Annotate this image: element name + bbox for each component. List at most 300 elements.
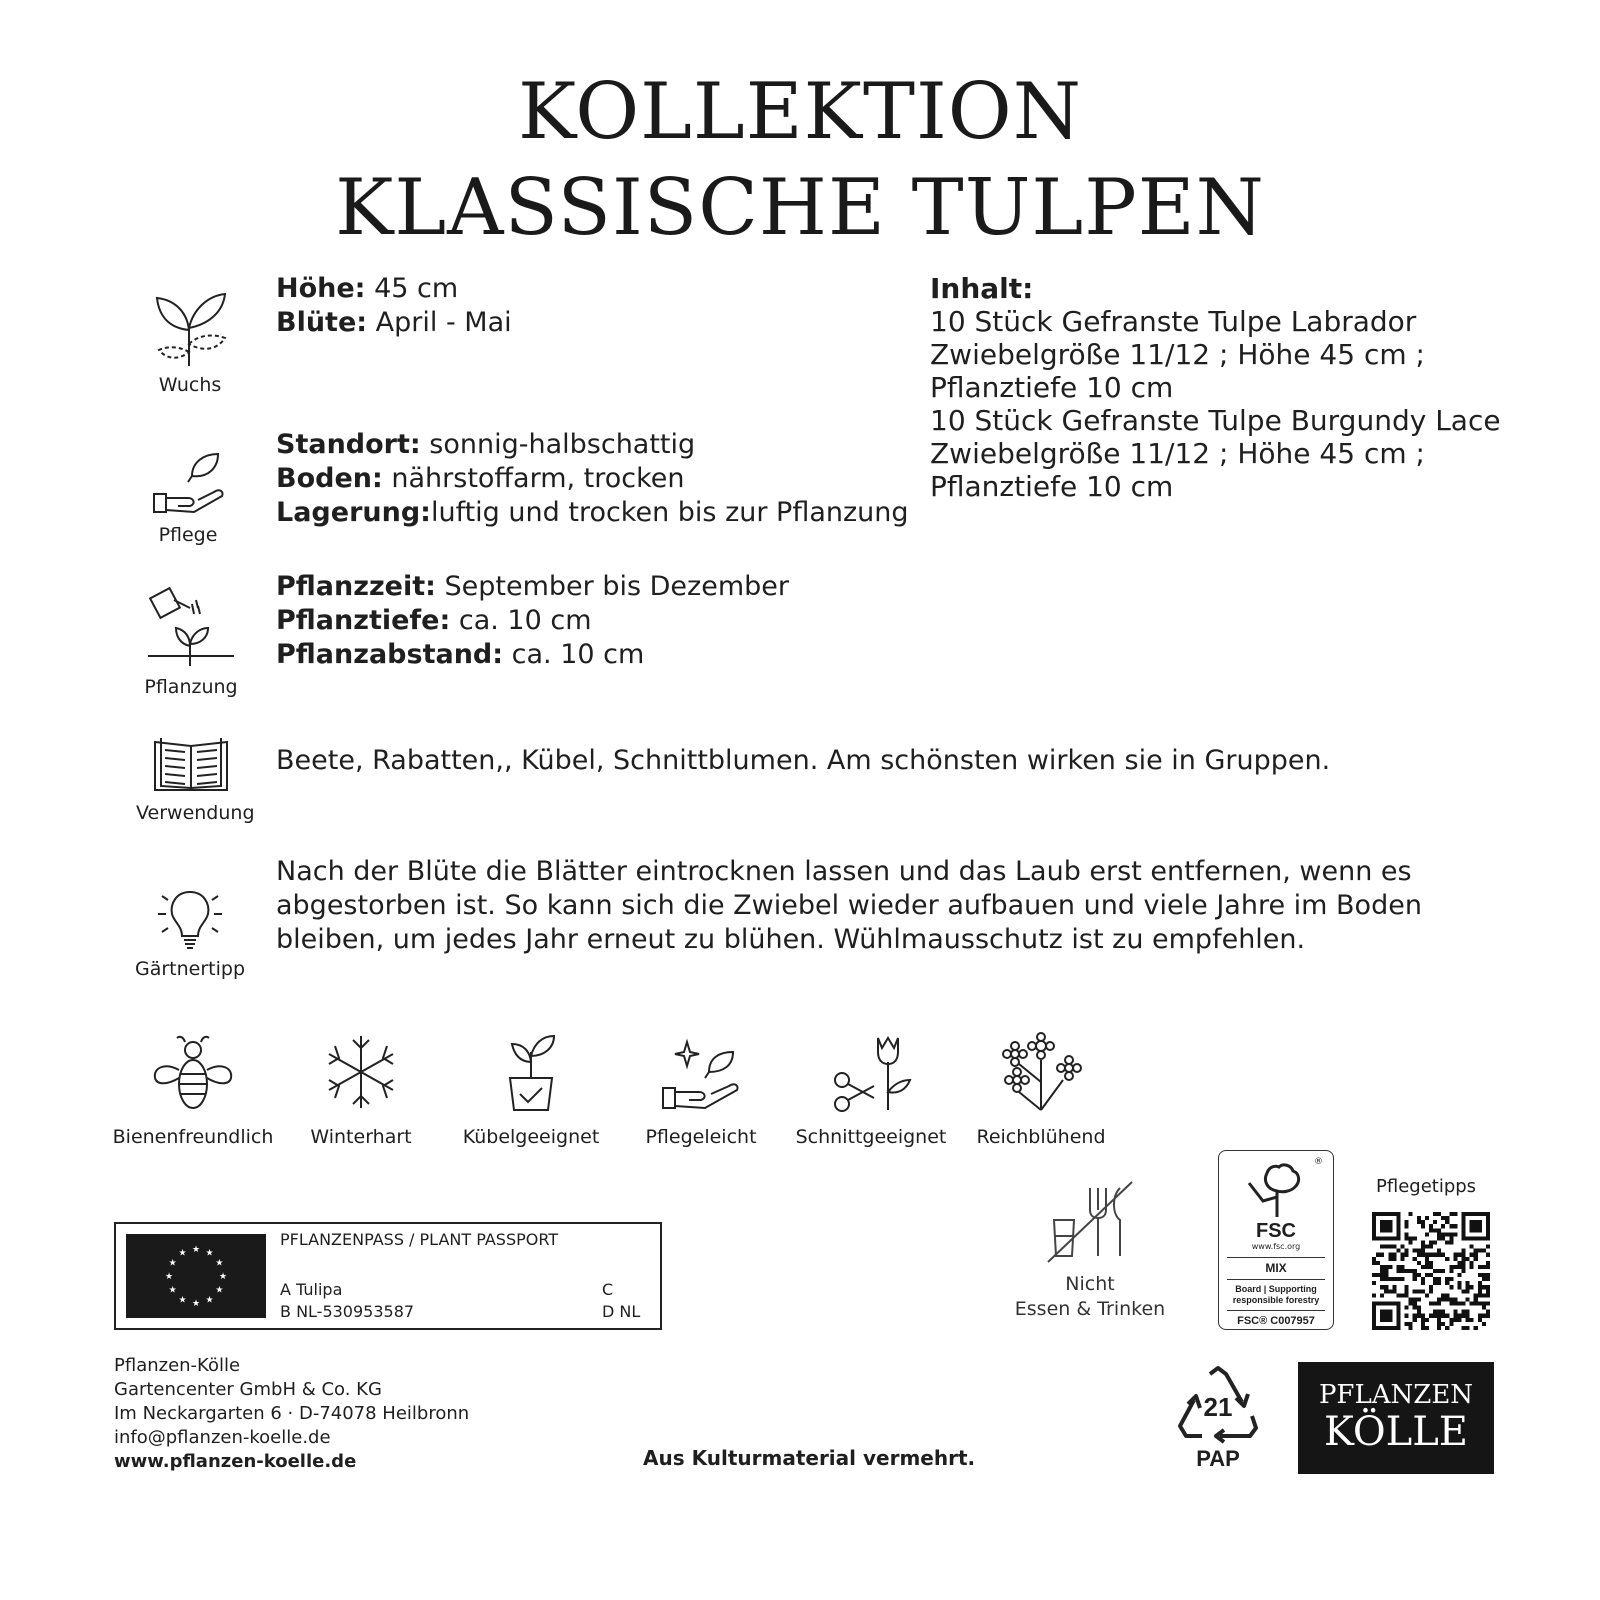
passport-b: B NL-530953587 [280, 1302, 415, 1321]
eu-star: ★ [178, 1248, 187, 1259]
qr-module [1405, 1285, 1409, 1289]
qr-module [1388, 1253, 1392, 1257]
qr-module [1396, 1314, 1400, 1318]
fsc-mix: MIX [1265, 1261, 1287, 1275]
qr-module [1478, 1265, 1482, 1269]
fsc-code: FSC® C007957 [1237, 1315, 1315, 1327]
qr-module [1372, 1220, 1376, 1224]
sprout-icon [149, 288, 231, 368]
verwendung-block [136, 736, 255, 824]
qr-module [1441, 1269, 1445, 1273]
qr-module [1482, 1273, 1486, 1277]
qr-module [1445, 1281, 1449, 1285]
qr-module [1482, 1302, 1486, 1306]
qr-module [1388, 1277, 1392, 1281]
feature-caption-kuebelgeeignet: Kübelgeeignet [462, 1126, 600, 1148]
qr-module [1396, 1220, 1400, 1224]
no-food-drink-icon [1040, 1180, 1140, 1264]
qr-module [1380, 1228, 1384, 1232]
qr-module [1376, 1273, 1380, 1277]
qr-module [1466, 1310, 1470, 1314]
qr-module [1437, 1297, 1441, 1301]
qr-module [1376, 1261, 1380, 1265]
title-line-2: KLASSISCHE TULPEN [335, 163, 1265, 253]
qr-module [1429, 1314, 1433, 1318]
qr-module [1486, 1261, 1490, 1265]
tipp-line-2: abgestorben ist. So kann sich die Zwiebel wieder aufbauen und viele Jahre im Boden [276, 890, 1422, 921]
qr-module [1478, 1224, 1482, 1228]
qr-module [1429, 1253, 1433, 1257]
qr-module [1453, 1253, 1457, 1257]
qr-module [1409, 1236, 1413, 1240]
qr-module [1429, 1302, 1433, 1306]
feature-winterhart [276, 1032, 446, 1148]
qr-module [1478, 1212, 1482, 1216]
qr-module [1396, 1236, 1400, 1240]
qr-module [1388, 1220, 1392, 1224]
hand-sparkle-icon [659, 1032, 743, 1112]
qr-module [1396, 1228, 1400, 1232]
qr-module [1482, 1212, 1486, 1216]
pflanzabstand-label: Pflanzabstand: [276, 639, 504, 670]
qr-module [1405, 1269, 1409, 1273]
feature-schnittgeeignet [786, 1032, 956, 1148]
qr-module [1384, 1228, 1388, 1232]
qr-module [1413, 1318, 1417, 1322]
qr-module [1437, 1253, 1441, 1257]
qr-module [1482, 1322, 1486, 1326]
eu-star: ★ [164, 1272, 174, 1282]
qr-module [1470, 1224, 1474, 1228]
qr-module [1486, 1277, 1490, 1281]
qr-module [1421, 1240, 1425, 1244]
qr-module [1421, 1277, 1425, 1281]
qr-module [1486, 1289, 1490, 1293]
qr-module [1441, 1232, 1445, 1236]
qr-module [1462, 1261, 1466, 1265]
qr-module [1486, 1220, 1490, 1224]
qr-module [1372, 1212, 1376, 1216]
qr-module [1421, 1265, 1425, 1269]
qr-module [1384, 1245, 1388, 1249]
qr-module [1457, 1318, 1461, 1322]
qr-module [1474, 1212, 1478, 1216]
qr-module [1380, 1220, 1384, 1224]
qr-module [1470, 1302, 1474, 1306]
qr-module [1372, 1224, 1376, 1228]
qr-module [1462, 1224, 1466, 1228]
qr-module [1478, 1220, 1482, 1224]
qr-module [1466, 1257, 1470, 1261]
eu-star: ★ [205, 1248, 214, 1259]
qr-module [1384, 1318, 1388, 1322]
tipp-block [135, 882, 245, 980]
qr-module [1482, 1314, 1486, 1318]
qr-module [1417, 1297, 1421, 1301]
qr-module [1453, 1302, 1457, 1306]
company-website[interactable]: www.pflanzen-koelle.de [114, 1451, 357, 1472]
qr-module [1388, 1245, 1392, 1249]
recycle-code: PAP [1196, 1446, 1240, 1471]
feature-reichbluehend [956, 1032, 1126, 1148]
qr-module [1409, 1297, 1413, 1301]
qr-module [1470, 1245, 1474, 1249]
qr-module [1433, 1269, 1437, 1273]
qr-module [1478, 1318, 1482, 1322]
qr-code[interactable] [1372, 1212, 1490, 1330]
wuchs-block [135, 288, 245, 396]
fsc-tree-icon [1241, 1161, 1311, 1221]
qr-module [1470, 1261, 1474, 1265]
qr-module [1486, 1236, 1490, 1240]
qr-module [1453, 1224, 1457, 1228]
qr-module [1384, 1277, 1388, 1281]
qr-module [1417, 1261, 1421, 1265]
qr-module [1384, 1265, 1388, 1269]
qr-module [1466, 1318, 1470, 1322]
standort-value: sonnig-halbschattig [420, 429, 696, 460]
qr-module [1376, 1326, 1380, 1330]
pflanzung-text [276, 570, 789, 672]
pflege-caption: Pflege [158, 524, 218, 546]
qr-module [1421, 1249, 1425, 1253]
eu-star: ★ [168, 1258, 177, 1269]
inhalt-label: Inhalt: [930, 272, 1034, 305]
eu-star: ★ [191, 1299, 201, 1309]
qr-module [1413, 1302, 1417, 1306]
qr-module [1429, 1228, 1433, 1232]
inhalt-line-5: Zwiebelgröße 11/12 ; Höhe 45 cm ; [930, 437, 1425, 470]
pflanztiefe-label: Pflanztiefe: [276, 605, 451, 636]
qr-module [1462, 1232, 1466, 1236]
passport-d: D NL [602, 1302, 641, 1321]
not-food-line-1: Nicht [1065, 1273, 1115, 1295]
qr-module [1474, 1236, 1478, 1240]
qr-module [1437, 1314, 1441, 1318]
qr-module [1384, 1326, 1388, 1330]
potted-plant-icon [496, 1032, 566, 1112]
qr-module [1433, 1253, 1437, 1257]
kultur-note: Aus Kulturmaterial vermehrt. [643, 1446, 976, 1470]
qr-module [1380, 1236, 1384, 1240]
qr-module [1392, 1277, 1396, 1281]
qr-module [1372, 1310, 1376, 1314]
qr-module [1384, 1302, 1388, 1306]
qr-module [1474, 1326, 1478, 1330]
qr-module [1478, 1281, 1482, 1285]
qr-module [1425, 1245, 1429, 1249]
qr-module [1380, 1318, 1384, 1322]
qr-module [1417, 1289, 1421, 1293]
qr-module [1462, 1220, 1466, 1224]
qr-module [1478, 1236, 1482, 1240]
feature-bienenfreundlich [108, 1032, 278, 1148]
qr-module [1425, 1273, 1429, 1277]
qr-module [1372, 1306, 1376, 1310]
qr-module [1433, 1277, 1437, 1281]
company-name: Pflanzen-Kölle [114, 1355, 241, 1376]
qr-module [1388, 1212, 1392, 1216]
qr-module [1372, 1326, 1376, 1330]
qr-module [1421, 1326, 1425, 1330]
qr-module [1457, 1265, 1461, 1269]
qr-module [1392, 1253, 1396, 1257]
qr-module [1462, 1269, 1466, 1273]
qr-module [1421, 1245, 1425, 1249]
eu-star: ★ [215, 1285, 224, 1296]
qr-module [1466, 1236, 1470, 1240]
passport-c: C [602, 1280, 614, 1299]
qr-module [1372, 1302, 1376, 1306]
verwendung-caption: Verwendung [136, 802, 255, 824]
qr-module [1429, 1261, 1433, 1265]
qr-module [1470, 1265, 1474, 1269]
qr-module [1372, 1318, 1376, 1322]
qr-module [1384, 1236, 1388, 1240]
qr-module [1449, 1236, 1453, 1240]
qr-module [1474, 1297, 1478, 1301]
qr-module [1441, 1216, 1445, 1220]
qr-module [1396, 1318, 1400, 1322]
qr-module [1466, 1285, 1470, 1289]
qr-module [1388, 1257, 1392, 1261]
qr-module [1478, 1228, 1482, 1232]
qr-module [1466, 1212, 1470, 1216]
qr-module [1462, 1326, 1466, 1330]
qr-module [1384, 1212, 1388, 1216]
qr-module [1482, 1293, 1486, 1297]
qr-module [1380, 1326, 1384, 1330]
qr-module [1421, 1253, 1425, 1257]
pflanztiefe-value: ca. 10 cm [450, 605, 592, 636]
fsc-name: FSC [1256, 1220, 1296, 1242]
hoehe-value: 45 cm [365, 273, 459, 304]
qr-module [1453, 1232, 1457, 1236]
qr-module [1400, 1293, 1404, 1297]
plant-passport [114, 1222, 662, 1330]
verwendung-text: Beete, Rabatten,, Kübel, Schnittblumen. Am schönsten wirken sie in Gruppen. [276, 745, 1331, 776]
brand-logo [1298, 1362, 1494, 1474]
feature-caption-reichbluehend: Reichblühend [976, 1126, 1106, 1148]
qr-module [1486, 1253, 1490, 1257]
qr-module [1445, 1293, 1449, 1297]
qr-module [1380, 1277, 1384, 1281]
qr-module [1486, 1285, 1490, 1289]
qr-module [1462, 1310, 1466, 1314]
qr-module [1474, 1293, 1478, 1297]
qr-module [1433, 1212, 1437, 1216]
standort-label: Standort: [276, 429, 421, 460]
qr-module [1478, 1302, 1482, 1306]
inhalt-line-6: Pflanztiefe 10 cm [930, 470, 1174, 503]
pflanzzeit-label: Pflanzzeit: [276, 571, 436, 602]
eu-stars-icon [126, 1234, 266, 1318]
qr-module [1429, 1273, 1433, 1277]
tipp-line-3: bleiben, um jedes Jahr erneut zu blühen. Wühlmausschutz ist zu empfehlen. [276, 924, 1306, 955]
qr-module [1384, 1289, 1388, 1293]
qr-module [1482, 1249, 1486, 1253]
qr-module [1421, 1322, 1425, 1326]
pflege-block [133, 448, 243, 546]
qr-module [1388, 1326, 1392, 1330]
qr-module [1482, 1277, 1486, 1281]
qr-module [1392, 1302, 1396, 1306]
qr-module [1388, 1310, 1392, 1314]
qr-module [1413, 1249, 1417, 1253]
boden-value: nährstoffarm, trocken [382, 463, 685, 494]
qr-module [1372, 1228, 1376, 1232]
eu-flag-icon [126, 1234, 266, 1318]
qr-module [1437, 1236, 1441, 1240]
recycle-number: 21 [1203, 1392, 1233, 1422]
qr-module [1396, 1326, 1400, 1330]
qr-module [1380, 1293, 1384, 1297]
qr-module [1392, 1236, 1396, 1240]
qr-module [1380, 1310, 1384, 1314]
qr-module [1380, 1245, 1384, 1249]
qr-module [1405, 1232, 1409, 1236]
pflanzung-block [136, 586, 246, 698]
qr-module [1433, 1281, 1437, 1285]
lagerung-label: Lagerung: [276, 497, 431, 528]
qr-module [1437, 1269, 1441, 1273]
qr-module [1466, 1289, 1470, 1293]
qr-module [1392, 1245, 1396, 1249]
qr-module [1457, 1253, 1461, 1257]
qr-module [1486, 1212, 1490, 1216]
qr-module [1449, 1269, 1453, 1273]
qr-module [1457, 1285, 1461, 1289]
qr-module [1449, 1302, 1453, 1306]
feature-pflegeleicht [616, 1032, 786, 1148]
qr-module [1482, 1306, 1486, 1310]
feature-caption-bienenfreundlich: Bienenfreundlich [112, 1126, 274, 1148]
qr-module [1462, 1216, 1466, 1220]
inhalt-line-1: 10 Stück Gefranste Tulpe Labrador [930, 305, 1417, 338]
qr-module [1466, 1326, 1470, 1330]
qr-module [1445, 1277, 1449, 1281]
qr-module [1405, 1322, 1409, 1326]
qr-module [1417, 1306, 1421, 1310]
qr-module [1396, 1269, 1400, 1273]
inhalt-line-3: Pflanztiefe 10 cm [930, 371, 1174, 404]
qr-module [1372, 1293, 1376, 1297]
recycle-block [1168, 1364, 1268, 1470]
qr-module [1449, 1277, 1453, 1281]
tipp-caption: Gärtnertipp [135, 958, 246, 980]
qr-module [1449, 1212, 1453, 1216]
qr-code-icon[interactable] [1372, 1212, 1490, 1330]
qr-module [1396, 1249, 1400, 1253]
hand-leaf-icon [148, 448, 228, 518]
page-title [0, 64, 1600, 256]
qr-module [1400, 1277, 1404, 1281]
qr-module [1462, 1314, 1466, 1318]
qr-module [1445, 1297, 1449, 1301]
qr-module [1441, 1224, 1445, 1228]
qr-module [1462, 1302, 1466, 1306]
qr-module [1425, 1216, 1429, 1220]
qr-module [1380, 1273, 1384, 1277]
qr-module [1372, 1261, 1376, 1265]
qr-module [1417, 1253, 1421, 1257]
lightbulb-icon [148, 882, 232, 952]
qr-module [1441, 1253, 1445, 1257]
qr-module [1474, 1302, 1478, 1306]
qr-module [1409, 1240, 1413, 1244]
qr-module [1433, 1302, 1437, 1306]
qr-module [1396, 1293, 1400, 1297]
qr-module [1413, 1273, 1417, 1277]
passport-a: A Tulipa [280, 1280, 343, 1299]
qr-module [1453, 1310, 1457, 1314]
qr-module [1449, 1285, 1453, 1289]
qr-module [1388, 1318, 1392, 1322]
qr-module [1453, 1314, 1457, 1318]
feature-caption-winterhart: Winterhart [310, 1126, 412, 1148]
inhalt-line-2: Zwiebelgröße 11/12 ; Höhe 45 cm ; [930, 338, 1425, 371]
qr-module [1486, 1228, 1490, 1232]
qr-module [1413, 1297, 1417, 1301]
qr-module [1445, 1314, 1449, 1318]
qr-module [1413, 1236, 1417, 1240]
qr-module [1441, 1310, 1445, 1314]
qr-module [1486, 1232, 1490, 1236]
qr-module [1445, 1232, 1449, 1236]
qr-module [1437, 1281, 1441, 1285]
fsc-label [1218, 1150, 1334, 1330]
qr-module [1437, 1277, 1441, 1281]
qr-module [1380, 1302, 1384, 1306]
qr-module [1388, 1289, 1392, 1293]
qr-module [1449, 1232, 1453, 1236]
qr-module [1433, 1310, 1437, 1314]
qr-module [1417, 1273, 1421, 1277]
qr-module [1466, 1281, 1470, 1285]
qr-module [1441, 1293, 1445, 1297]
qr-label: Pflegetipps [1376, 1176, 1477, 1197]
lagerung-value: luftig und trocken bis zur Pflanzung [430, 497, 909, 528]
bluete-value: April - Mai [367, 307, 512, 338]
qr-module [1392, 1285, 1396, 1289]
bluete-label: Blüte: [276, 307, 368, 338]
qr-module [1413, 1277, 1417, 1281]
qr-module [1405, 1293, 1409, 1297]
qr-module [1441, 1236, 1445, 1240]
qr-module [1429, 1265, 1433, 1269]
qr-module [1384, 1310, 1388, 1314]
qr-module [1376, 1212, 1380, 1216]
qr-module [1405, 1306, 1409, 1310]
qr-module [1478, 1273, 1482, 1277]
qr-module [1449, 1322, 1453, 1326]
qr-module [1466, 1297, 1470, 1301]
qr-module [1445, 1220, 1449, 1224]
qr-module [1486, 1224, 1490, 1228]
qr-module [1396, 1212, 1400, 1216]
qr-module [1425, 1265, 1429, 1269]
qr-module [1462, 1265, 1466, 1269]
qr-module [1486, 1302, 1490, 1306]
qr-module [1449, 1240, 1453, 1244]
company-address [114, 1354, 469, 1474]
qr-module [1425, 1318, 1429, 1322]
qr-module [1384, 1220, 1388, 1224]
qr-module [1441, 1322, 1445, 1326]
qr-module [1400, 1265, 1404, 1269]
company-email[interactable]: info@pflanzen-koelle.de [114, 1427, 331, 1448]
qr-module [1441, 1314, 1445, 1318]
